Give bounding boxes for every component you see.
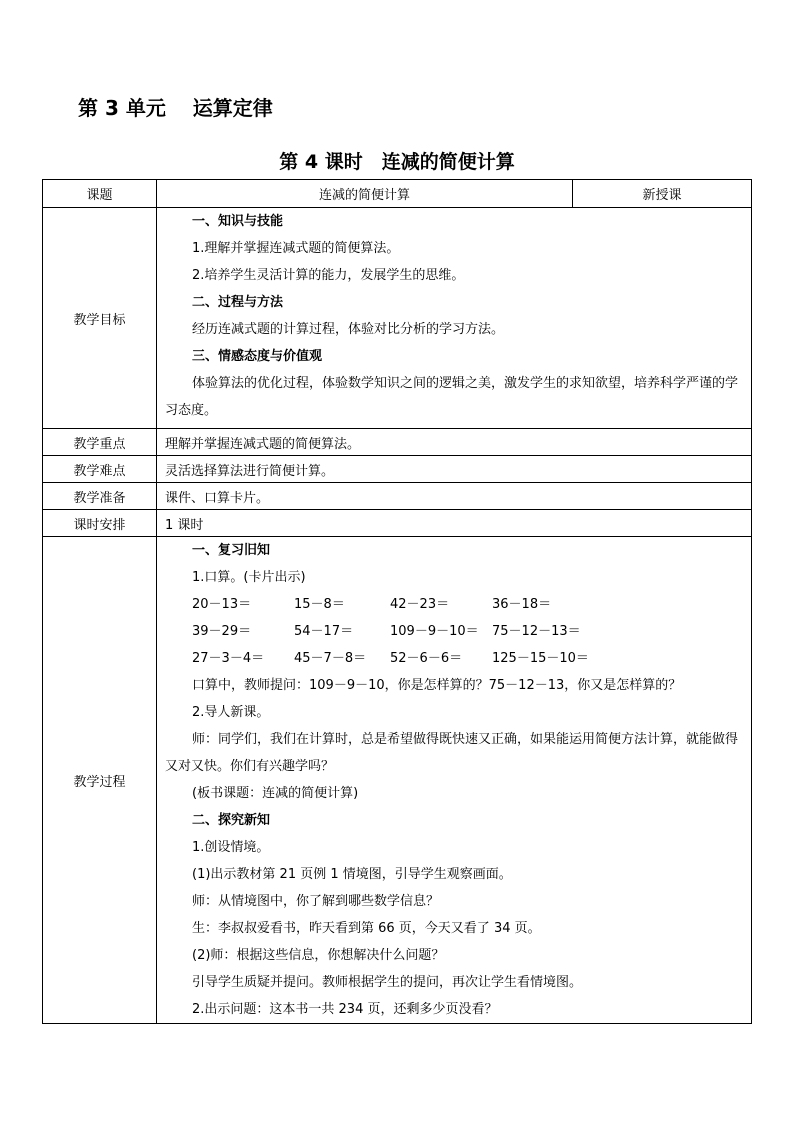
calc-item: 15－8＝ xyxy=(294,597,345,612)
calc-item: 27－3－4＝ xyxy=(192,651,265,666)
lesson-title: 第 4 课时 连减的简便计算 xyxy=(279,151,515,173)
difficulty-row xyxy=(43,456,752,483)
process-heading-1: 一、复习旧知 xyxy=(192,543,271,558)
process-item-9: 生：李叔叔爱看书，昨天看到第 66 页，今天又看了 34 页。 xyxy=(192,921,541,936)
process-item-2: 口算中，教师提问：109－9－10，你是怎样算的？75－12－13，你又是怎样算的？ xyxy=(192,678,682,693)
objectives-label: 教学目标 xyxy=(43,208,157,429)
objectives-item-4: 体验算法的优化过程，体验数学知识之间的逻辑之美，激发学生的求知欲望，培养科学严谨的学习态度。 xyxy=(165,376,739,418)
process-row xyxy=(43,537,752,1024)
preparation-value: 课件、口算卡片。 xyxy=(157,483,752,510)
key-point-row xyxy=(43,429,752,456)
schedule-row xyxy=(43,510,752,537)
objectives-row xyxy=(43,208,752,429)
preparation-row xyxy=(43,483,752,510)
process-heading-2: 二、探究新知 xyxy=(192,813,271,828)
process-item-7: (1)出示教材第 21 页例 1 情境图，引导学生观察画面。 xyxy=(192,867,512,882)
key-point-value: 理解并掌握连减式题的简便算法。 xyxy=(157,429,752,456)
process-item-1: 1.口算。(卡片出示) xyxy=(192,570,306,585)
calc-item: 125－15－10＝ xyxy=(492,651,589,666)
calc-row xyxy=(165,591,745,618)
calc-item: 36－18＝ xyxy=(492,597,552,612)
calc-item: 75－12－13＝ xyxy=(492,624,581,639)
difficulty-value: 灵活选择算法进行简便计算。 xyxy=(157,456,752,483)
lesson-plan-table xyxy=(42,179,752,1024)
process-item-11: 引导学生质疑并提问。教师根据学生的提问，再次让学生看情境图。 xyxy=(192,975,583,990)
calc-item: 39－29＝ xyxy=(192,624,252,639)
process-item-8: 师：从情境图中，你了解到哪些数学信息？ xyxy=(192,894,440,909)
topic-value: 连减的简便计算 xyxy=(157,180,573,208)
preparation-label: 教学准备 xyxy=(43,483,157,510)
calc-item: 52－6－6＝ xyxy=(390,651,463,666)
schedule-label: 课时安排 xyxy=(43,510,157,537)
topic-row xyxy=(43,180,752,208)
process-item-6: 1.创设情境。 xyxy=(192,840,270,855)
process-item-4: 师：同学们，我们在计算时，总是希望做得既快速又正确，如果能运用简便方法计算，就能做得又对又快。你们有兴趣学吗？ xyxy=(165,732,739,774)
objectives-item-3: 经历连减式题的计算过程，体验对比分析的学习方法。 xyxy=(192,322,505,337)
process-item-5: (板书课题：连减的简便计算) xyxy=(192,786,359,801)
process-item-10: (2)师：根据这些信息，你想解决什么问题？ xyxy=(192,948,445,963)
schedule-value: 1 课时 xyxy=(157,510,752,537)
objectives-heading-1: 一、知识与技能 xyxy=(192,214,284,229)
objectives-content xyxy=(157,208,752,429)
calc-row xyxy=(165,645,745,672)
topic-label: 课题 xyxy=(43,180,157,208)
unit-title: 第 3 单元 运算定律 xyxy=(78,96,273,120)
objectives-item-2: 2.培养学生灵活计算的能力，发展学生的思维。 xyxy=(192,268,465,283)
lesson-type: 新授课 xyxy=(573,180,752,208)
calc-item: 20－13＝ xyxy=(192,597,252,612)
key-point-label: 教学重点 xyxy=(43,429,157,456)
process-item-12: 2.出示问题：这本书一共 234 页，还剩多少页没看？ xyxy=(192,1002,498,1017)
calc-item: 42－23＝ xyxy=(390,597,450,612)
calc-item: 45－7－8＝ xyxy=(294,651,367,666)
process-content xyxy=(157,537,752,1024)
process-item-3: 2.导人新课。 xyxy=(192,705,270,720)
calc-item: 109－9－10＝ xyxy=(390,624,479,639)
objectives-item-1: 1.理解并掌握连减式题的简便算法。 xyxy=(192,241,400,256)
objectives-heading-2: 二、过程与方法 xyxy=(192,295,284,310)
process-label: 教学过程 xyxy=(43,537,157,1024)
difficulty-label: 教学难点 xyxy=(43,456,157,483)
objectives-heading-3: 三、情感态度与价值观 xyxy=(192,349,323,364)
calc-item: 54－17＝ xyxy=(294,624,354,639)
calc-row xyxy=(165,618,745,645)
